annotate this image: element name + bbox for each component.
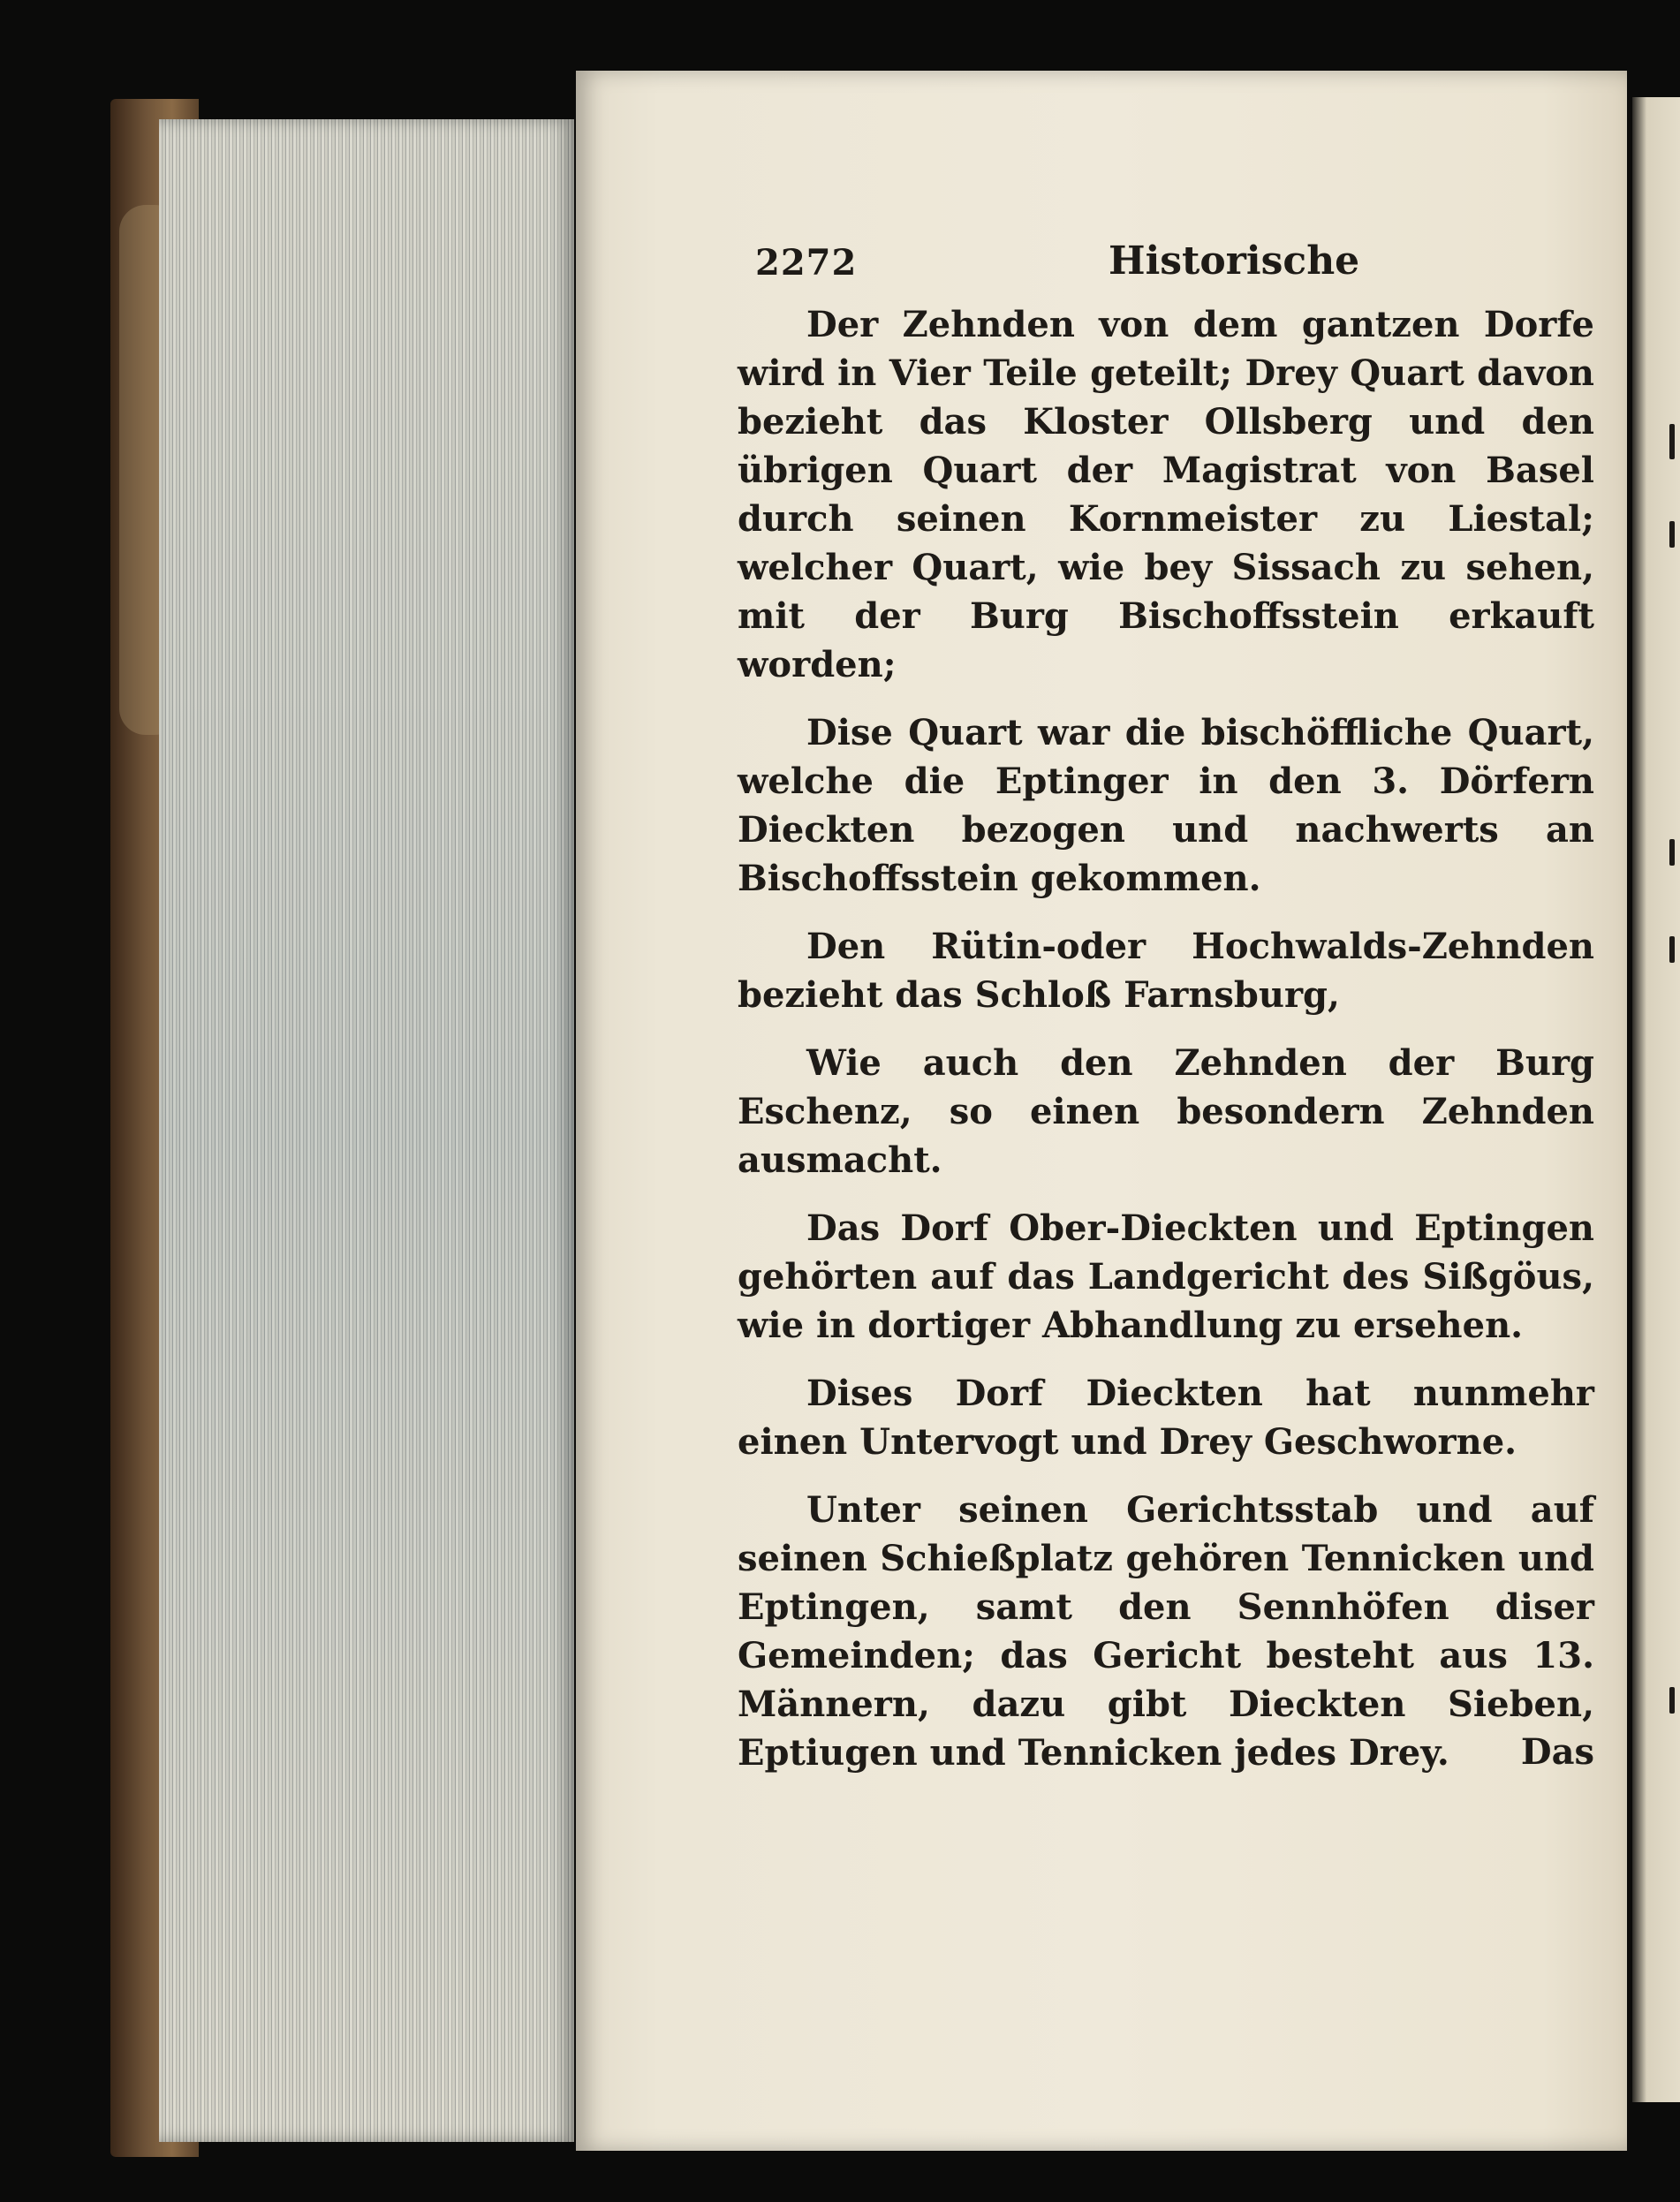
page-header: [738, 238, 1594, 300]
facing-page-edge: [1632, 97, 1680, 2102]
facing-page-ink-mark: [1669, 521, 1675, 548]
paragraph: Das Dorf Ober-Dieckten und Eptingen gehörten auf das Landgericht des Sißgöus, wie in dortiger Abhandlung zu ersehen.: [738, 1207, 1594, 1346]
paragraph: Den Rütin-oder Hochwalds-Zehnden bezieht das Schloß Farnsburg,: [738, 926, 1594, 1016]
paragraph: Der Zehnden von dem gantzen Dorfe wird in Vier Teile geteilt; Drey Quart davon bezieht das Kloster Ollsberg und den übrigen Quart der Magistrat von Basel durch seinen Kornmeister zu Liestal; welcher Quart, wie bey Sissach zu sehen, mit der Burg Bischoffsstein erkauft worden;: [738, 304, 1594, 685]
facing-page-ink-mark: [1669, 839, 1675, 866]
facing-page-ink-mark: [1669, 1687, 1675, 1714]
catchword: Das: [1520, 1731, 1594, 1773]
paragraph: Dise Quart war die bischöffliche Quart, welche die Eptinger in den 3. Dörfern Dieckten bezogen und nachwerts an Bischoffsstein gekommen.: [738, 712, 1594, 899]
page-text-block: [738, 238, 1594, 1797]
paragraph: Wie auch den Zehnden der Burg Eschenz, so einen besondern Zehnden ausmacht.: [738, 1042, 1594, 1181]
page-edges: [159, 119, 574, 2142]
facing-page-ink-mark: [1669, 424, 1675, 459]
running-head: Historische: [1109, 238, 1360, 284]
page-number: 2272: [755, 242, 858, 284]
paragraph: Unter seinen Gerichtsstab und auf seinen Schießplatz gehören Tennicken und Eptingen, samt den Sennhöfen diser Gemeinden; das Gericht besteht aus 13. Männern, dazu gibt Dieckten Sieben, Eptiugen und Tennicken jedes Drey.: [738, 1489, 1594, 1774]
facing-page-ink-mark: [1669, 936, 1675, 963]
paragraph: Dises Dorf Dieckten hat nunmehr einen Untervogt und Drey Geschworne.: [738, 1373, 1594, 1463]
